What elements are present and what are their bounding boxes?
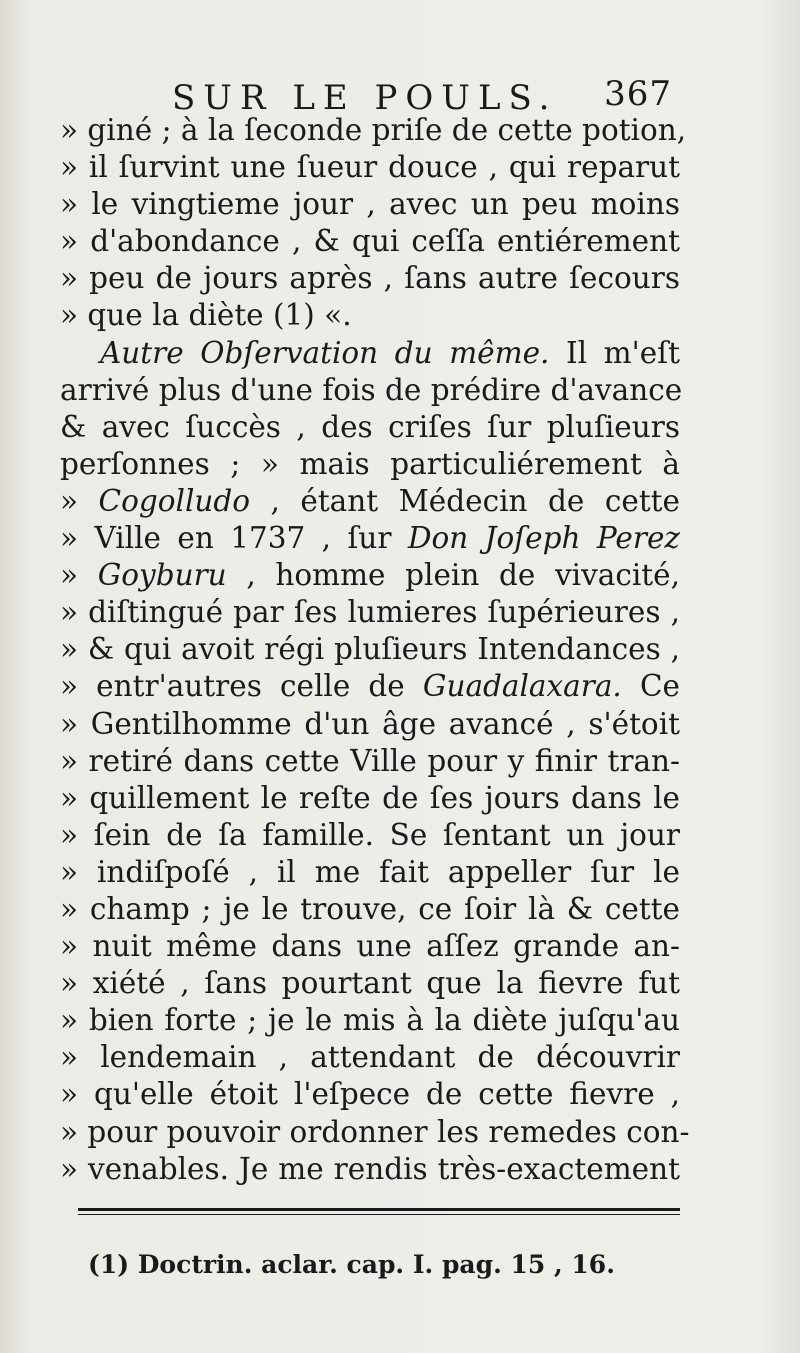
text-line: » champ ; je le trouve, ce ſoir là & cette [60, 891, 680, 926]
text-line [60, 483, 680, 520]
page-number: 367 [604, 74, 672, 114]
text-line: » il ſurvint une ſueur douce , qui reparut [60, 150, 680, 185]
text-line: » le vingtieme jour , avec un peu moins [60, 187, 680, 222]
text-line: » diſtingué par ſes lumieres ſupérieures , [60, 595, 680, 630]
paragraph-start [60, 335, 680, 372]
text-line: arrivé plus d'une fois de prédire d'avance [60, 372, 683, 407]
text-line: » que la diète (1) «. [60, 298, 352, 333]
text-line: » d'abondance , & qui ceſſa entiérement [60, 224, 680, 259]
text-line: » giné ; à la ſeconde priſe de cette potion, [60, 113, 687, 147]
text-fragment: » [60, 558, 98, 593]
place-name: Cogolludo [98, 483, 251, 518]
text-line: » quillement le reſte de ſes jours dans le [60, 780, 680, 815]
text-line: & avec ſuccès , des criſes ſur pluſieurs [60, 409, 680, 444]
text-line: » xiété , ſans pourtant que la fievre fut [60, 966, 680, 1001]
person-name: Don Joſeph Perez [407, 521, 680, 556]
text-line: » nuit même dans une aſſez grande an- [60, 929, 680, 964]
text-fragment: Ce [621, 669, 680, 704]
place-name: Guadalaxara. [422, 669, 622, 704]
text-line: » ſein de ſa famille. Se ſentant un jour [60, 817, 680, 852]
text-line: » pour pouvoir ordonner les remedes con- [60, 1114, 690, 1149]
observation-heading: Autre Obſervation du même. [100, 335, 550, 370]
footnote: (1) Doctrin. aclar. cap. I. pag. 15 , 16. [88, 1250, 615, 1279]
text-line: » & qui avoit régi pluſieurs Intendances , [60, 632, 680, 667]
text-fragment: , étant Médecin de cette [250, 483, 680, 518]
text-fragment: » Ville en 1737 , ſur [60, 521, 408, 556]
text-line [60, 668, 680, 705]
text-line: » indiſpoſé , il me fait appeller ſur le [60, 854, 680, 889]
running-title: SUR LE POULS. [172, 78, 558, 118]
text-line [60, 557, 680, 594]
text-line: » lendemain , attendant de découvrir [60, 1040, 680, 1075]
text-line: perſonnes ; » mais particuliérement à [60, 446, 680, 481]
text-line: » bien forte ; je le mis à la diète juſqu'au [60, 1003, 680, 1038]
person-name: Goyburu [97, 558, 227, 593]
text-fragment: » [60, 483, 99, 518]
body-text [60, 112, 690, 1188]
text-fragment: Il m'eſt [549, 335, 680, 370]
text-fragment: » entr'autres celle de [60, 669, 423, 704]
text-line: » Gentilhomme d'un âge avancé , s'étoit [60, 706, 680, 741]
footnote-rule [78, 1208, 680, 1211]
text-line: » peu de jours après , ſans autre ſecours [60, 261, 680, 296]
text-line: » qu'elle étoit l'eſpece de cette fievre , [60, 1077, 680, 1112]
text-line: » retiré dans cette Ville pour y finir tran- [60, 743, 680, 778]
footnote-rule-thin [78, 1214, 680, 1215]
text-line [60, 520, 680, 557]
text-fragment: , homme plein de vivacité, [226, 558, 680, 593]
text-line: » venables. Je me rendis très-exactement [60, 1151, 680, 1186]
